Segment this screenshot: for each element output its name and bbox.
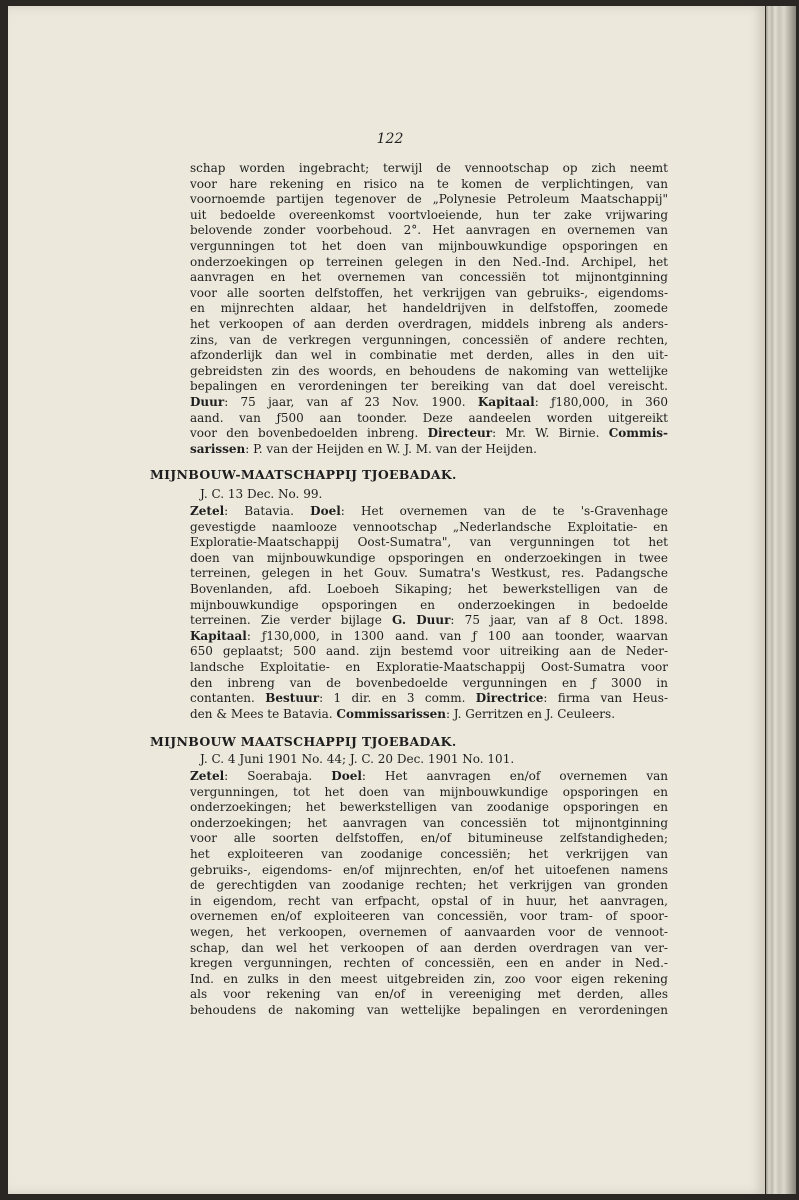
label-kapitaal: Kapitaal — [190, 628, 247, 643]
text-line: afzonderlijk dan wel in combinatie met derden, alles in den uit- — [190, 348, 668, 363]
text-line: voornoemde partijen tegenover de „Polynesie Petroleum Maatschappij" — [190, 192, 668, 207]
text-line: in eigendom, recht van erfpacht, opstal of in huur, het aanvragen, — [190, 893, 668, 908]
text-line: het verkoopen of aan derden overdragen, middels inbreng als anders- — [190, 316, 668, 331]
text-line: schap, dan wel het verkoopen of aan derden overdragen van ver- — [190, 940, 668, 955]
text-line: voor alle soorten delfstoffen, het verkrijgen van gebruiks-, eigendoms- — [190, 285, 668, 300]
label-doel: Doel — [310, 504, 341, 518]
label-doel: Doel — [331, 769, 362, 783]
label-commissarissen: Commissarissen — [336, 706, 446, 721]
paragraph-continuation — [190, 161, 668, 395]
text-line: gevestigde naamlooze vennootschap „Nederlandsche Exploitatie- en — [190, 519, 668, 534]
text-line: als voor rekening van en/of in vereeniging met derden, alles — [190, 987, 668, 1002]
text-line: zins, van de verkregen vergunningen, concessiën of andere rechten, — [190, 332, 668, 347]
text-line: wegen, het verkoopen, overnemen of aanvaarden voor de vennoot- — [190, 924, 668, 939]
text-line: onderzoekingen; het aanvragen van concessiën tot mijnontginning — [190, 815, 668, 830]
text-line: gebruiks-, eigendoms- en/of mijnrechten, en/of het uitoefenen namens — [190, 862, 668, 877]
text-line: uit bedoelde overeenkomst voortvloeiende, hun ter zake vrijwaring — [190, 207, 668, 222]
page-edge — [766, 6, 796, 1194]
text-line: mijnbouwkundige opsporingen en onderzoekingen in bedoelde — [190, 597, 668, 612]
label-zetel: Zetel — [190, 769, 225, 783]
text-line: landsche Exploitatie- en Exploratie-Maatschappij Oost-Sumatra voor — [190, 659, 668, 674]
text-line: voor alle soorten delfstoffen, en/of bitumineuse zelfstandigheden; — [190, 831, 668, 846]
text-line: Exploratie-Maatschappij Oost-Sumatra", van vergunningen tot het — [190, 535, 668, 550]
text-line: Bovenlanden, afd. Loeboeh Sikaping; het bewerkstelligen van de — [190, 581, 668, 596]
text-line: belovende zonder voorbehoud. 2°. Het aanvragen en overnemen van — [190, 223, 668, 238]
section-body: Zetel: Soerabaja. Doel: Het aanvragen en/of overnemen van vergunningen, tot het doen van mijnbouwkundige opsporingen en onderzoekingen; het bewerkstelligen van zoodanige opsporingen en onderzoekingen; het aanvragen van concessiën tot mijnontginning voor alle soorten delfstoffen, en/of bitumineuse zelfstandigheden; het exploiteeren van zoodanige concessiën; het verkrijgen van gebruiks-, eigendoms- en/of mijnrechten, en/of het uitoefenen namens de gerechtigden van zoodanige rechten; het verkrijgen van gronden in eigendom, recht van erfpacht, opstal of in huur, het aanvragen, overnemen en/of exploiteeren van concessiën, voor tram- of spoor- wegen, het verkoopen, overnemen of aanvaarden voor de vennoot- schap, dan wel het verkoopen of aan derden overdragen van ver- kregen vergunningen, rechten of concessiën, een en ander in Ned.- Ind. en zulks in den meest uitgebreiden zin, zoo voor eigen rekening als voor rekening van en/of in vereeniging met derden, alles behoudens de nakoming van wettelijke bepalingen en verordeningen — [190, 769, 668, 1017]
text-line: vergunningen tot het doen van mijnbouwkundige opsporingen en — [190, 238, 668, 253]
section-body: Zetel: Batavia. Doel: Het overnemen van de te 's-Gravenhage gevestigde naamlooze vennootschap „Nederlandsche Exploitatie- en Exploratie-Maatschappij Oost-Sumatra", van vergunningen tot het doen van mijnbouwkundige opsporingen en onderzoekingen in twee terreinen, gelegen in het Gouv. Sumatra's Westkust, res. Padangsche Bovenlanden, afd. Loeboeh Sikaping; het bewerkstelligen van de mijnbouwkundige opsporingen en onderzoekingen in bedoelde terreinen. Zie verder bijlage G. Duur: 75 jaar, van af 8 Oct. 1898. Kapitaal: ƒ130,000, in 1300 aand. van ƒ 100 aan toonder, waarvan 650 geplaatst; 500 aand. zijn bestemd voor uitreiking aan de Neder- landsche Exploitatie- en Exploratie-Maatschappij Oost-Sumatra voor den inbreng van de bovenbedoelde vergunningen en ƒ 3000 in contanten. Bestuur: 1 dir. en 3 comm. Directrice: firma van Heus- den & Mees te Batavia. Commissarissen: J. Gerritzen en J. Ceuleers. — [190, 504, 669, 721]
text-line: bepalingen en verordeningen ter bereiking van dat doel vereischt. — [190, 379, 668, 394]
text-line: de gerechtigden van zoodanige rechten; het verkrijgen van gronden — [190, 878, 668, 893]
text-line: gebreidsten zin des woords, en behoudens de nakoming van wettelijke — [190, 363, 668, 378]
label-duur: Duur — [416, 613, 451, 628]
text-line: den inbreng van de bovenbedoelde vergunningen en ƒ 3000 in — [190, 675, 668, 690]
text-line: kregen vergunningen, rechten of concessiën, een en ander in Ned.- — [190, 956, 668, 971]
label-duur: Duur — [190, 395, 225, 409]
label-directeur: Directeur — [427, 426, 493, 441]
paragraph-continuation-tail: Duur: 75 jaar, van af 23 Nov. 1900. Kapitaal: ƒ180,000, in 360 aand. van ƒ500 aan toonder. Deze aandeelen worden uitgereikt voor den bovenbedoelden inbreng. Directeur: Mr. W. Birnie. Commis- sarissen: P. van der Heijden en W. J. M. van der Heijden. — [190, 395, 668, 456]
page-number: 122 — [376, 131, 404, 147]
label-kapitaal: Kapitaal — [477, 395, 535, 409]
label-commissarissen: Commis- — [608, 426, 668, 441]
text-line: onderzoekingen op terreinen gelegen in den Ned.-Ind. Archipel, het — [190, 254, 668, 269]
text-line: vergunningen, tot het doen van mijnbouwkundige opsporingen en — [190, 784, 668, 799]
text-line: schap worden ingebracht; terwijl de vennootschap op zich neemt — [190, 161, 668, 175]
jc-reference: J. C. 4 Juni 1901 No. 44; J. C. 20 Dec. 1901 No. 101. — [200, 752, 515, 766]
jc-reference: J. C. 13 Dec. No. 99. — [200, 487, 323, 501]
text-line: 650 geplaatst; 500 aand. zijn bestemd voor uitreiking aan de Neder- — [190, 644, 668, 659]
section-heading: MIJNBOUW-MAATSCHAPPIJ TJOEBADAK. — [150, 467, 457, 482]
label-zetel: Zetel — [190, 504, 225, 518]
text-line: doen van mijnbouwkundige opsporingen en onderzoekingen in twee — [190, 550, 668, 565]
text-line: Ind. en zulks in den meest uitgebreiden zin, zoo voor eigen rekening — [190, 971, 668, 986]
text-line: voor hare rekening en risico na te komen de verplichtingen, van — [190, 176, 668, 191]
label-directrice: Directrice — [475, 691, 544, 706]
text-line: terreinen, gelegen in het Gouv. Sumatra's Westkust, res. Padangsche — [190, 566, 668, 581]
text-line: het exploiteeren van zoodanige concessiën; het verkrijgen van — [190, 846, 668, 861]
label-bestuur: Bestuur — [265, 691, 320, 706]
text-line: en mijnrechten aldaar, het handeldrijven in delfstoffen, zoomede — [190, 301, 668, 316]
text-line: onderzoekingen; het bewerkstelligen van zoodanige opsporingen en — [190, 800, 668, 815]
text-line: behoudens de nakoming van wettelijke bepalingen en verordeningen — [190, 1002, 668, 1017]
section-heading: MIJNBOUW MAATSCHAPPIJ TJOEBADAK. — [150, 734, 457, 749]
text-line: aanvragen en het overnemen van concessiën tot mijnontginning — [190, 270, 668, 285]
text-line: overnemen en/of exploiteeren van concessiën, voor tram- of spoor- — [190, 909, 668, 924]
